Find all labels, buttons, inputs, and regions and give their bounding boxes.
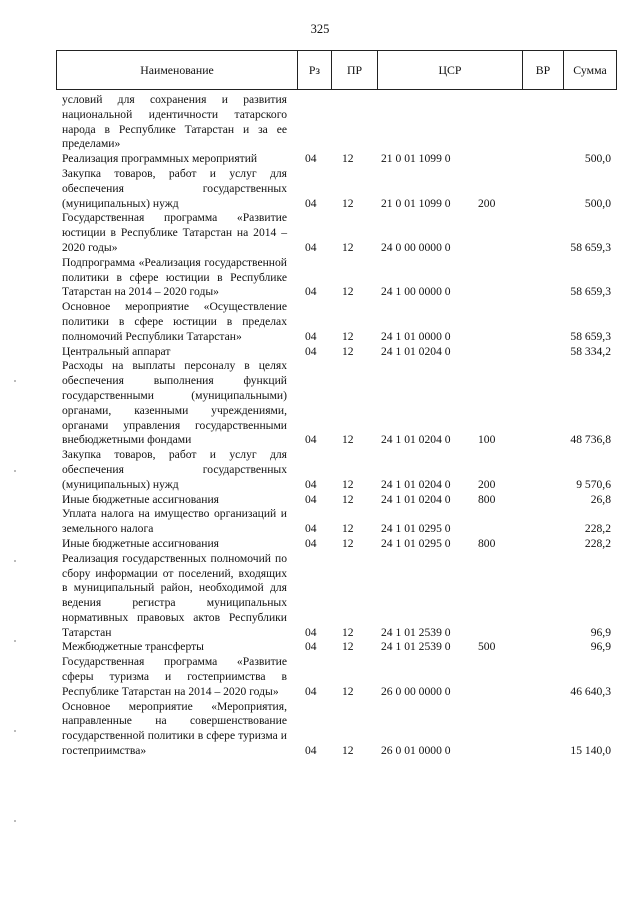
row-sum: 228,2 <box>584 536 611 550</box>
page-number: 325 <box>310 22 330 36</box>
row-csr: 24 1 01 0204 0 <box>381 344 451 358</box>
row-pr: 12 <box>342 285 354 299</box>
row-csr: 21 0 01 1099 0 <box>381 196 451 210</box>
row-pr: 12 <box>342 433 354 447</box>
row-name: Основное мероприятие «Мероприятия, направленные на совершенствование государственной политики в сфере туризма и гостеприимства» <box>62 699 287 758</box>
row-sum: 228,2 <box>584 522 611 536</box>
margin-marks <box>14 380 16 880</box>
row-csr: 24 1 01 0000 0 <box>381 329 451 343</box>
header-csr: ЦСР <box>378 51 523 89</box>
row-name: Закупка товаров, работ и услуг для обеспечения государственных (муниципальных) нужд <box>62 448 287 491</box>
row-rz: 04 <box>305 196 317 210</box>
row-vr: 200 <box>478 477 496 491</box>
table-row <box>0 655 640 699</box>
table-row <box>0 640 640 655</box>
row-pr: 12 <box>342 477 354 491</box>
row-rz: 04 <box>305 285 317 299</box>
row-sum: 58 659,3 <box>570 329 611 343</box>
row-name: Межбюджетные трансферты <box>62 640 204 654</box>
table-row <box>0 507 640 537</box>
table-row <box>0 537 640 552</box>
table-row <box>0 167 640 211</box>
row-name: Государственная программа «Развитие сферы туризма и гостеприимства в Республике Татарстан на 2014 – 2020 годы» <box>62 655 287 698</box>
row-name: Государственная программа «Развитие юстиции в Республике Татарстан на 2014 – 2020 годы» <box>62 211 287 254</box>
row-sum: 58 334,2 <box>570 344 611 358</box>
row-rz: 04 <box>305 625 317 639</box>
row-sum: 9 570,6 <box>576 477 611 491</box>
table-body <box>0 93 640 759</box>
header-name: Наименование <box>57 51 298 89</box>
row-sum: 96,9 <box>590 640 611 654</box>
row-csr: 24 1 01 2539 0 <box>381 625 451 639</box>
table-row <box>0 448 640 492</box>
row-name: Реализация государственных полномочий по сбору информации от поселений, входящих в муниципальный район, необходимой для ведения регистра муниципальных нормативных правовых актов Республики Татарстан <box>62 551 287 639</box>
row-rz: 04 <box>305 492 317 506</box>
row-rz: 04 <box>305 329 317 343</box>
row-pr: 12 <box>342 492 354 506</box>
row-rz: 04 <box>305 684 317 698</box>
row-pr: 12 <box>342 196 354 210</box>
row-name: Основное мероприятие «Осуществление политики в сфере юстиции в пределах полномочий Республики Татарстан» <box>62 300 287 343</box>
table-row <box>0 552 640 641</box>
row-pr: 12 <box>342 536 354 550</box>
row-pr: 12 <box>342 344 354 358</box>
row-sum: 46 640,3 <box>570 684 611 698</box>
row-vr: 200 <box>478 196 496 210</box>
row-pr: 12 <box>342 744 354 758</box>
row-sum: 58 659,3 <box>570 240 611 254</box>
row-pr: 12 <box>342 625 354 639</box>
row-csr: 24 1 01 0295 0 <box>381 536 451 550</box>
row-pr: 12 <box>342 640 354 654</box>
row-name: Центральный аппарат <box>62 344 171 358</box>
row-rz: 04 <box>305 744 317 758</box>
row-sum: 96,9 <box>590 625 611 639</box>
row-sum: 58 659,3 <box>570 285 611 299</box>
row-name: Иные бюджетные ассигнования <box>62 536 219 550</box>
row-name: Реализация программных мероприятий <box>62 152 258 166</box>
row-csr: 24 1 01 0204 0 <box>381 492 451 506</box>
row-vr: 100 <box>478 433 496 447</box>
table-row <box>0 359 640 448</box>
row-csr: 24 0 00 0000 0 <box>381 240 451 254</box>
row-rz: 04 <box>305 240 317 254</box>
table-row <box>0 345 640 360</box>
row-csr: 26 0 01 0000 0 <box>381 744 451 758</box>
row-rz: 04 <box>305 522 317 536</box>
row-rz: 04 <box>305 433 317 447</box>
row-sum: 500,0 <box>584 152 611 166</box>
row-csr: 21 0 01 1099 0 <box>381 152 451 166</box>
table-row <box>0 256 640 300</box>
row-csr: 24 1 01 0204 0 <box>381 477 451 491</box>
row-name: Уплата налога на имущество организаций и земельного налога <box>62 507 287 536</box>
table-row <box>0 152 640 167</box>
row-rz: 04 <box>305 152 317 166</box>
row-csr: 24 1 00 0000 0 <box>381 285 451 299</box>
table-row <box>0 493 640 508</box>
row-pr: 12 <box>342 684 354 698</box>
row-csr: 26 0 00 0000 0 <box>381 684 451 698</box>
row-name: условий для сохранения и развития национальной идентичности татарского народа в Республике Татарстан и за ее пределами» <box>62 93 287 151</box>
row-vr: 800 <box>478 492 496 506</box>
row-sum: 26,8 <box>590 492 611 506</box>
row-name: Расходы на выплаты персоналу в целях обеспечения выполнения функций государственными (муниципальными) органами, казенными учреждениями, органами управления государственными внебюджетными фондами <box>62 359 287 447</box>
row-rz: 04 <box>305 536 317 550</box>
header-pr: ПР <box>332 51 378 89</box>
row-pr: 12 <box>342 522 354 536</box>
table-row <box>0 700 640 759</box>
table-row <box>0 300 640 344</box>
row-sum: 500,0 <box>584 196 611 210</box>
row-name: Иные бюджетные ассигнования <box>62 492 219 506</box>
table-header <box>56 50 617 90</box>
row-pr: 12 <box>342 329 354 343</box>
row-vr: 500 <box>478 640 496 654</box>
row-csr: 24 1 01 0295 0 <box>381 522 451 536</box>
header-sum: Сумма <box>573 63 607 77</box>
table-row <box>0 93 640 152</box>
header-vr: ВР <box>523 51 564 89</box>
row-name: Закупка товаров, работ и услуг для обеспечения государственных (муниципальных) нужд <box>62 166 287 210</box>
row-sum: 15 140,0 <box>570 744 611 758</box>
row-rz: 04 <box>305 344 317 358</box>
row-name: Подпрограмма «Реализация государственной политики в сфере юстиции в Республике Татарстан на 2014 – 2020 годы» <box>62 255 287 299</box>
row-sum: 48 736,8 <box>570 433 611 447</box>
row-vr: 800 <box>478 536 496 550</box>
row-rz: 04 <box>305 477 317 491</box>
row-pr: 12 <box>342 152 354 166</box>
table-row <box>0 211 640 255</box>
row-csr: 24 1 01 2539 0 <box>381 640 451 654</box>
header-rz: Рз <box>298 51 332 89</box>
row-pr: 12 <box>342 240 354 254</box>
row-rz: 04 <box>305 640 317 654</box>
row-csr: 24 1 01 0204 0 <box>381 433 451 447</box>
